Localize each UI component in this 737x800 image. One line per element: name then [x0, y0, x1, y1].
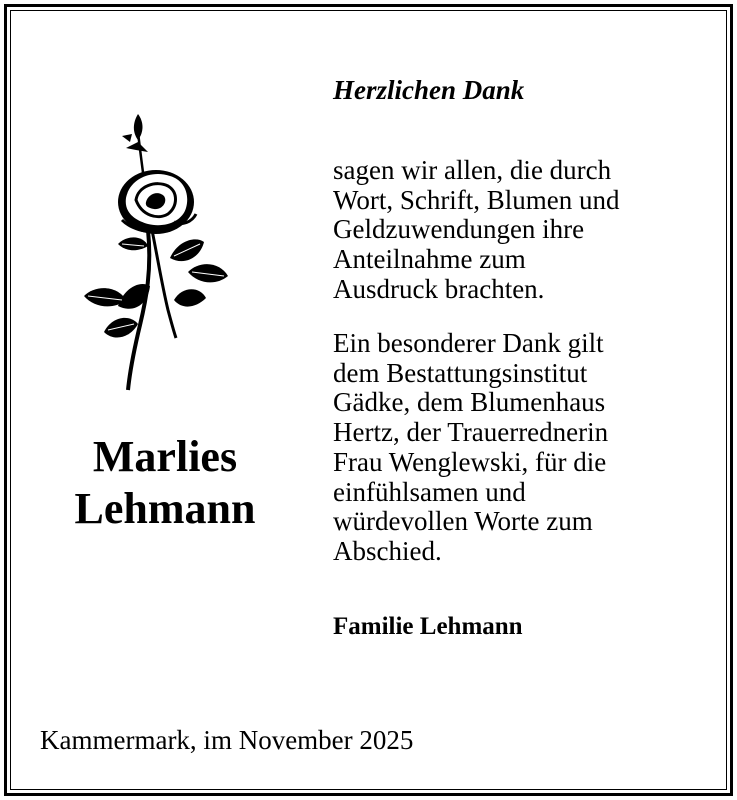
- paragraph-line: Ein besonderer Dank gilt: [333, 328, 604, 358]
- paragraph-line: dem Bestattungsinstitut: [333, 357, 588, 388]
- paragraph-line: Geldzuwendungen ihre: [333, 214, 585, 245]
- paragraph-line: Hertz, der Trauerrednerin: [333, 417, 609, 448]
- paragraph-line: Gädke, dem Blumenhaus: [333, 387, 606, 418]
- special-thanks-paragraph: [333, 329, 608, 567]
- paragraph-line: Frau Wenglewski, für die: [333, 446, 607, 477]
- paragraph-line: würdevollen Worte zum: [333, 506, 593, 537]
- paragraph-line: Anteilnahme zum: [333, 244, 526, 275]
- place-and-date: Kammermark, im November 2025: [40, 725, 414, 755]
- deceased-last-name: Lehmann: [74, 484, 256, 533]
- paragraph-line: einfühlsamen und: [333, 476, 526, 507]
- rose-icon: [78, 110, 238, 395]
- paragraph-line: Wort, Schrift, Blumen und: [333, 184, 620, 215]
- thank-you-heading: Herzlichen Dank: [333, 75, 525, 105]
- family-signature: Familie Lehmann: [333, 613, 523, 640]
- paragraph-line: sagen wir allen, die durch: [333, 155, 612, 185]
- thanks-paragraph: [333, 156, 620, 305]
- deceased-first-name: Marlies: [92, 432, 238, 481]
- paragraph-line: Ausdruck brachten.: [333, 273, 545, 304]
- paragraph-line: Abschied.: [333, 535, 442, 566]
